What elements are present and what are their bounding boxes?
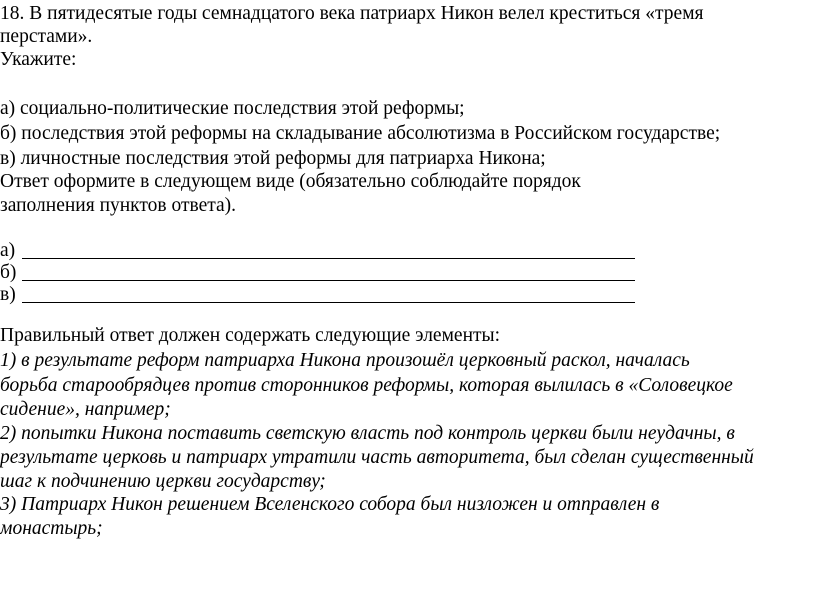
format-instruction-line-1: Ответ оформите в следующем виде (обязательно соблюдайте порядок: [0, 171, 581, 192]
answer-blank-b: [22, 280, 635, 281]
question-item-c: в) личностные последствия этой реформы для патриарха Никона;: [0, 148, 546, 169]
format-instruction-line-2: заполнения пунктов ответа).: [0, 195, 237, 216]
answer-point-1-line-3: сидение», например;: [0, 399, 171, 420]
answer-point-2-line-3: шаг к подчинению церкви государству;: [0, 471, 326, 492]
question-line-1: 18. В пятидесятые годы семнадцатого века патриарх Никон велел креститься «тремя: [0, 3, 704, 24]
answer-point-3-line-2: монастырь;: [0, 518, 103, 539]
question-prompt: Укажите:: [0, 49, 77, 70]
answer-point-1-line-1: 1) в результате реформ патриарха Никона произошёл церковный раскол, началась: [0, 350, 690, 371]
correct-answer-heading: Правильный ответ должен содержать следующие элементы:: [0, 325, 501, 346]
answer-label-a: а): [0, 240, 16, 261]
answer-blank-c: [22, 302, 635, 303]
answer-label-b: б): [0, 262, 17, 283]
answer-blank-a: [22, 258, 635, 259]
answer-point-1-line-2: борьба старообрядцев против сторонников реформы, которая вылилась в «Соловецкое: [0, 375, 733, 396]
answer-point-3-line-1: 3) Патриарх Никон решением Вселенского собора был низложен и отправлен в: [0, 494, 660, 515]
question-line-2: перстами».: [0, 26, 93, 47]
answer-point-2-line-2: результате церковь и патриарх утратили часть авторитета, был сделан существенный: [0, 447, 754, 468]
question-item-b: б) последствия этой реформы на складывание абсолютизма в Российском государстве;: [0, 123, 721, 144]
answer-point-2-line-1: 2) попытки Никона поставить светскую власть под контроль церкви были неудачны, в: [0, 423, 735, 444]
question-item-a: а) социально-политические последствия этой реформы;: [0, 98, 465, 119]
answer-label-c: в): [0, 284, 16, 305]
